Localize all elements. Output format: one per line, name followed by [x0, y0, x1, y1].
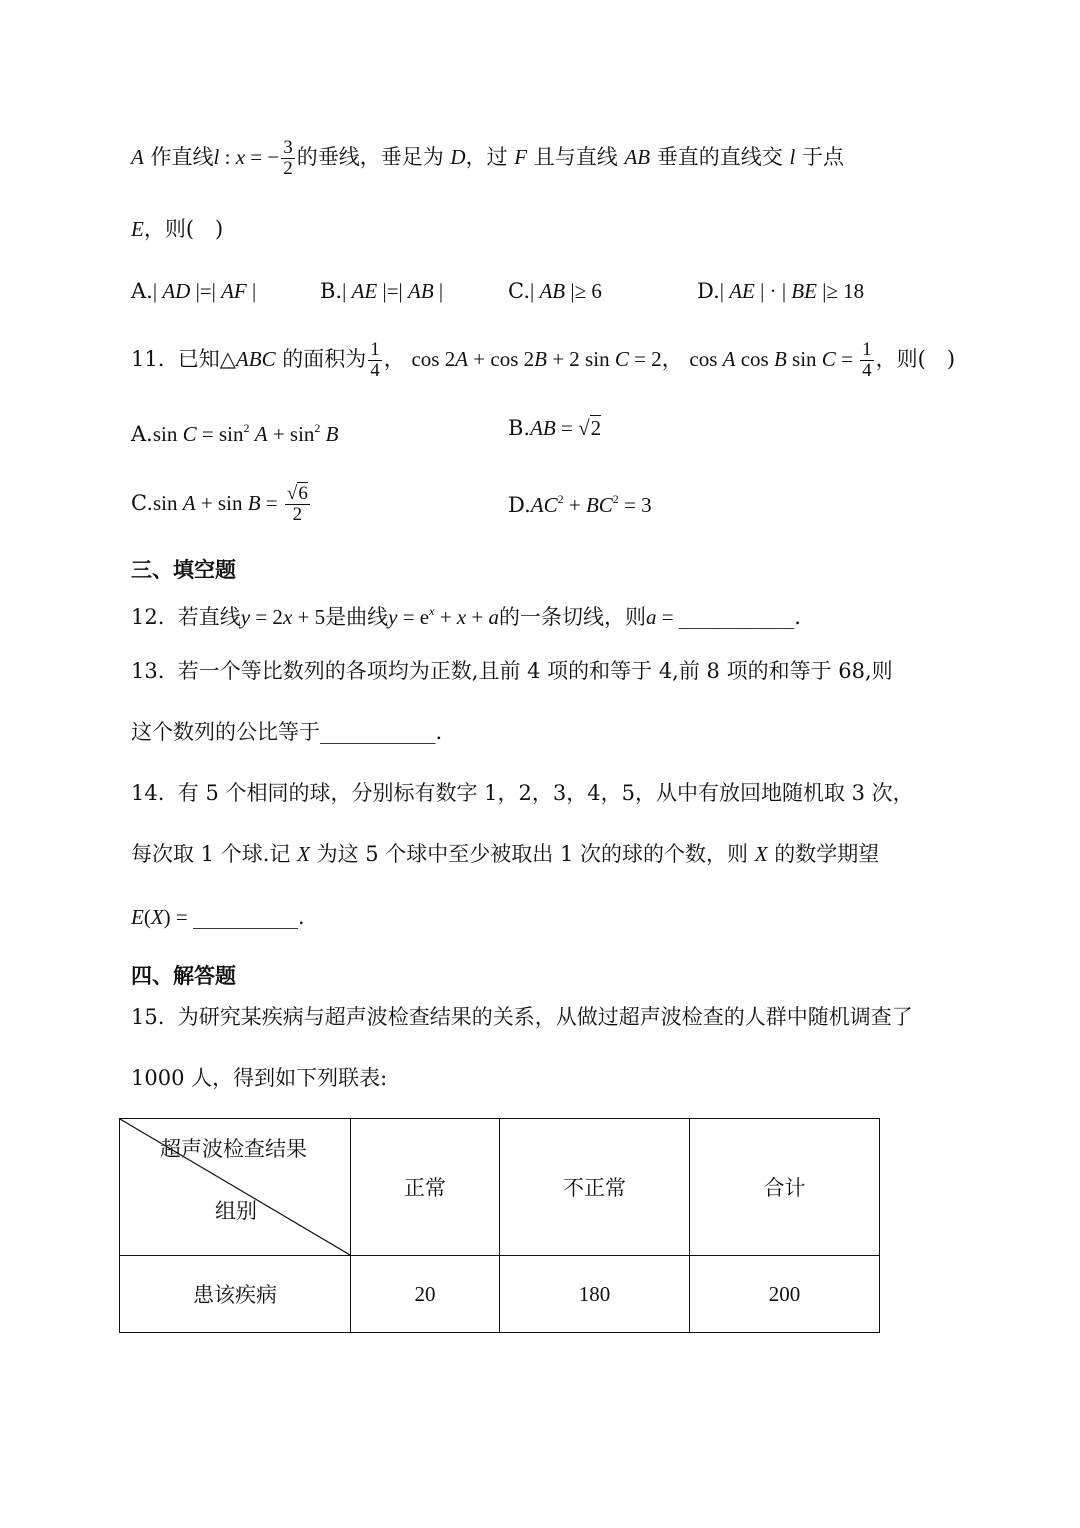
q11-option-a: A.sin $C = \sin^2 A + \sin^2 B$: [131, 421, 339, 446]
q14-line3: E(X) = __________.: [131, 905, 305, 929]
q12: 12. 若直线y = 2x + 5是曲线$y = e^x + x + a$的一条切线，则a = ___________.: [131, 604, 801, 629]
q11-option-b: B.AB = √2: [508, 416, 602, 440]
q15-line1: 15. 为研究某疾病与超声波检查结果的关系，从做过超声波检查的人群中随机调查了: [131, 1005, 913, 1029]
q10-option-c: C.| AB |≥ 6: [508, 279, 602, 303]
header-bottom-label: 组别: [215, 1199, 257, 1223]
q10-option-b: B.| AE |=| AB |: [320, 279, 444, 303]
q10-line1: A 作直线l : x = − $\frac{3}{2}$ 的垂线，垂足为 D，过 F 且与直线 AB 垂直的直线交 l 于点: [131, 137, 845, 179]
table-row: [120, 1256, 880, 1333]
table-cell: 20: [351, 1256, 500, 1333]
header-top-label: 超声波检查结果: [160, 1137, 307, 1161]
q15-line2: 1000 人，得到如下列联表:: [131, 1066, 388, 1090]
row-label: 患该疾病: [120, 1256, 351, 1333]
column-header-abnormal: 不正常: [500, 1119, 690, 1256]
table-cell: 200: [690, 1256, 880, 1333]
column-header-total: 合计: [690, 1119, 880, 1256]
q11-option-c: C.sin A + sin B = $\frac{√6}{2}$: [131, 483, 308, 525]
section-4-title: 四、解答题: [131, 963, 236, 988]
column-header-normal: 正常: [351, 1119, 500, 1256]
contingency-table: [119, 1118, 880, 1333]
q13-line1: 13. 若一个等比数列的各项均为正数,且前 4 项的和等于 4,前 8 项的和等于 68,则: [131, 659, 893, 683]
table-header-row: [120, 1119, 880, 1256]
section-3-title: 三、填空题: [131, 557, 236, 582]
q14-line2: 每次取 1 个球.记 X 为这 5 个球中至少被取出 1 次的球的个数，则 X 的数学期望: [131, 842, 880, 866]
table-cell: 180: [500, 1256, 690, 1333]
q10-fraction: $\frac{3}{2}$: [283, 137, 293, 179]
q10-line2: E，则( ): [131, 217, 224, 241]
q14-line1: 14. 有 5 个相同的球，分别标有数字 1，2，3，4，5，从中有放回地随机取 3 次，: [131, 781, 914, 805]
q13-line2: 这个数列的公比等于___________.: [131, 720, 443, 744]
q11-option-d: $D.AC^2 + BC^2 = 3$: [508, 492, 652, 517]
diagonal-header-cell: [120, 1119, 351, 1256]
q11-stem: 11. 已知△ABC 的面积为 $\frac{1}{4}$ ， cos 2A + cos 2B + 2 sin C = 2， cos A cos B sin C = $\frac{1}{4}$ ，则( ): [131, 339, 956, 381]
q10-option-a: A.| AD |=| AF |: [131, 279, 257, 303]
q10-option-d: D.| AE | · | BE |≥ 18: [697, 279, 865, 303]
